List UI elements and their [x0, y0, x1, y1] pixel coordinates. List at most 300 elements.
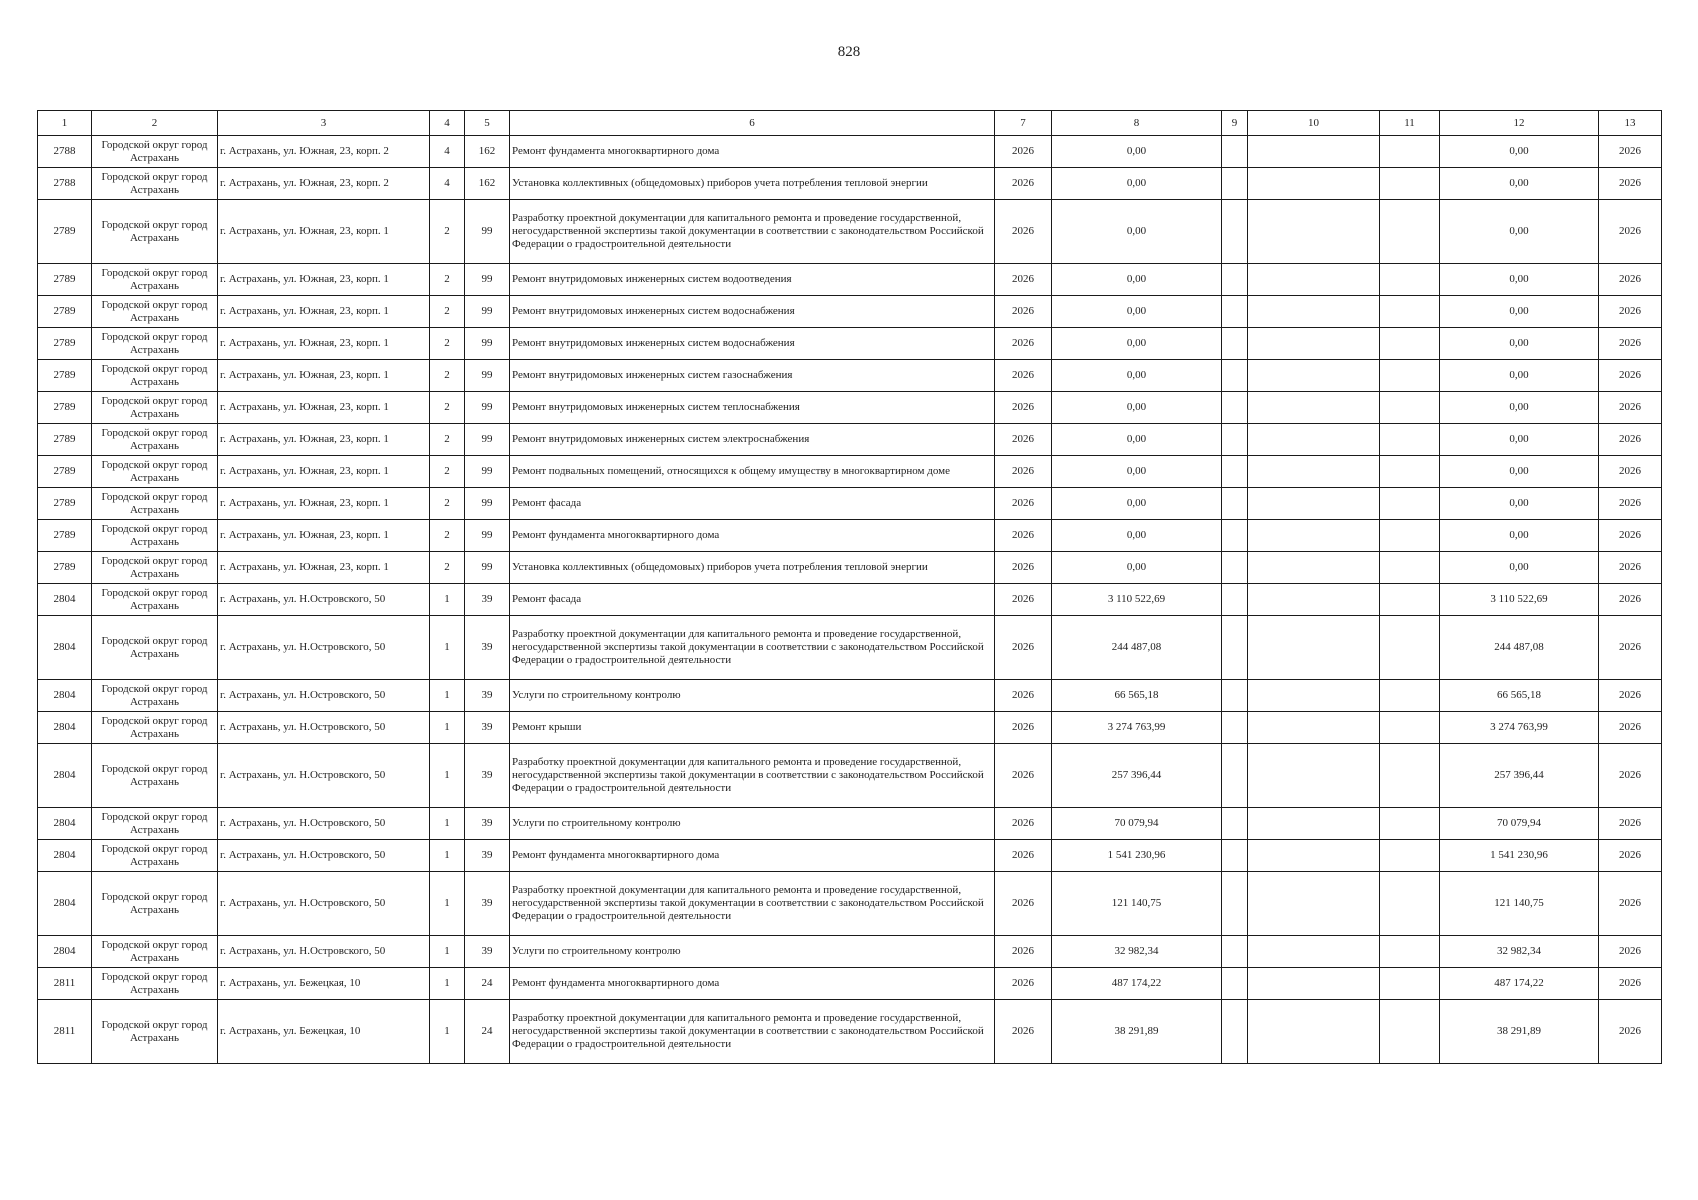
- row-number-cell: 2789: [38, 200, 92, 264]
- col9-cell: [1222, 744, 1248, 808]
- year-cell: 2026: [995, 424, 1052, 456]
- address-cell: г. Астрахань, ул. Южная, 23, корп. 1: [218, 296, 430, 328]
- col11-cell: [1380, 680, 1440, 712]
- year-cell: 2026: [995, 168, 1052, 200]
- row-number-cell: 2789: [38, 520, 92, 552]
- table-row: [38, 296, 1662, 328]
- address-cell: г. Астрахань, ул. Южная, 23, корп. 1: [218, 520, 430, 552]
- apartments-cell: 99: [465, 360, 510, 392]
- floors-cell: 2: [430, 456, 465, 488]
- floors-cell: 1: [430, 744, 465, 808]
- address-cell: г. Астрахань, ул. Южная, 23, корп. 2: [218, 136, 430, 168]
- apartments-cell: 99: [465, 200, 510, 264]
- header-col-11: 11: [1380, 111, 1440, 136]
- total-cost-cell: 32 982,34: [1052, 936, 1222, 968]
- header-row: [38, 111, 1662, 136]
- total-cost-cell: 70 079,94: [1052, 808, 1222, 840]
- address-cell: г. Астрахань, ул. Бежецкая, 10: [218, 1000, 430, 1064]
- year-cell: 2026: [995, 456, 1052, 488]
- row-number-cell: 2811: [38, 1000, 92, 1064]
- year-cell: 2026: [995, 264, 1052, 296]
- floors-cell: 2: [430, 488, 465, 520]
- total-cost-cell: 0,00: [1052, 424, 1222, 456]
- col9-cell: [1222, 712, 1248, 744]
- work-type-cell: Ремонт внутридомовых инженерных систем электроснабжения: [510, 424, 995, 456]
- apartments-cell: 162: [465, 168, 510, 200]
- total-cost-cell: 0,00: [1052, 392, 1222, 424]
- table-row: [38, 264, 1662, 296]
- apartments-cell: 24: [465, 1000, 510, 1064]
- table-row: [38, 936, 1662, 968]
- year-cell: 2026: [995, 552, 1052, 584]
- year-cell: 2026: [995, 296, 1052, 328]
- work-type-cell: Разработку проектной документации для капитального ремонта и проведение государственной, негосударственной экспертизы такой документации в соответствии с законодательством Российской Федерации о градостроительной деятельности: [510, 744, 995, 808]
- municipality-cell: Городской округ город Астрахань: [92, 808, 218, 840]
- completion-year-cell: 2026: [1599, 552, 1662, 584]
- work-type-cell: Ремонт фасада: [510, 584, 995, 616]
- address-cell: г. Астрахань, ул. Бежецкая, 10: [218, 968, 430, 1000]
- apartments-cell: 99: [465, 392, 510, 424]
- col11-cell: [1380, 1000, 1440, 1064]
- header-col-7: 7: [995, 111, 1052, 136]
- row-number-cell: 2789: [38, 488, 92, 520]
- municipality-cell: Городской округ город Астрахань: [92, 968, 218, 1000]
- table-row: [38, 456, 1662, 488]
- municipality-cell: Городской округ город Астрахань: [92, 296, 218, 328]
- apartments-cell: 99: [465, 296, 510, 328]
- row-number-cell: 2789: [38, 552, 92, 584]
- completion-year-cell: 2026: [1599, 840, 1662, 872]
- year-cell: 2026: [995, 328, 1052, 360]
- fund-cost-cell: 0,00: [1440, 424, 1599, 456]
- fund-cost-cell: 487 174,22: [1440, 968, 1599, 1000]
- table-row: [38, 680, 1662, 712]
- apartments-cell: 24: [465, 968, 510, 1000]
- year-cell: 2026: [995, 520, 1052, 552]
- row-number-cell: 2811: [38, 968, 92, 1000]
- address-cell: г. Астрахань, ул. Н.Островского, 50: [218, 712, 430, 744]
- floors-cell: 1: [430, 872, 465, 936]
- col11-cell: [1380, 968, 1440, 1000]
- completion-year-cell: 2026: [1599, 968, 1662, 1000]
- col11-cell: [1380, 168, 1440, 200]
- row-number-cell: 2789: [38, 296, 92, 328]
- total-cost-cell: 0,00: [1052, 296, 1222, 328]
- fund-cost-cell: 38 291,89: [1440, 1000, 1599, 1064]
- header-col-5: 5: [465, 111, 510, 136]
- address-cell: г. Астрахань, ул. Н.Островского, 50: [218, 808, 430, 840]
- col11-cell: [1380, 136, 1440, 168]
- table-header: [38, 111, 1662, 136]
- completion-year-cell: 2026: [1599, 328, 1662, 360]
- address-cell: г. Астрахань, ул. Н.Островского, 50: [218, 680, 430, 712]
- floors-cell: 2: [430, 200, 465, 264]
- col10-cell: [1248, 360, 1380, 392]
- completion-year-cell: 2026: [1599, 200, 1662, 264]
- work-type-cell: Ремонт фасада: [510, 488, 995, 520]
- row-number-cell: 2804: [38, 840, 92, 872]
- total-cost-cell: 257 396,44: [1052, 744, 1222, 808]
- header-col-9: 9: [1222, 111, 1248, 136]
- fund-cost-cell: 0,00: [1440, 488, 1599, 520]
- work-type-cell: Услуги по строительному контролю: [510, 680, 995, 712]
- header-col-4: 4: [430, 111, 465, 136]
- completion-year-cell: 2026: [1599, 616, 1662, 680]
- fund-cost-cell: 0,00: [1440, 168, 1599, 200]
- fund-cost-cell: 257 396,44: [1440, 744, 1599, 808]
- col10-cell: [1248, 520, 1380, 552]
- municipality-cell: Городской округ город Астрахань: [92, 456, 218, 488]
- total-cost-cell: 0,00: [1052, 360, 1222, 392]
- col9-cell: [1222, 328, 1248, 360]
- work-type-cell: Ремонт фундамента многоквартирного дома: [510, 840, 995, 872]
- col10-cell: [1248, 200, 1380, 264]
- total-cost-cell: 0,00: [1052, 488, 1222, 520]
- apartments-cell: 99: [465, 264, 510, 296]
- floors-cell: 2: [430, 328, 465, 360]
- work-type-cell: Ремонт внутридомовых инженерных систем теплоснабжения: [510, 392, 995, 424]
- col10-cell: [1248, 712, 1380, 744]
- col9-cell: [1222, 968, 1248, 1000]
- total-cost-cell: 38 291,89: [1052, 1000, 1222, 1064]
- work-type-cell: Ремонт подвальных помещений, относящихся к общему имуществу в многоквартирном доме: [510, 456, 995, 488]
- col9-cell: [1222, 552, 1248, 584]
- apartments-cell: 39: [465, 584, 510, 616]
- total-cost-cell: 0,00: [1052, 264, 1222, 296]
- fund-cost-cell: 244 487,08: [1440, 616, 1599, 680]
- col9-cell: [1222, 136, 1248, 168]
- table-body: [38, 136, 1662, 1064]
- col10-cell: [1248, 552, 1380, 584]
- header-col-10: 10: [1248, 111, 1380, 136]
- municipality-cell: Городской округ город Астрахань: [92, 744, 218, 808]
- row-number-cell: 2789: [38, 392, 92, 424]
- col11-cell: [1380, 328, 1440, 360]
- row-number-cell: 2789: [38, 360, 92, 392]
- fund-cost-cell: 0,00: [1440, 200, 1599, 264]
- floors-cell: 2: [430, 296, 465, 328]
- total-cost-cell: 0,00: [1052, 552, 1222, 584]
- total-cost-cell: 0,00: [1052, 520, 1222, 552]
- address-cell: г. Астрахань, ул. Н.Островского, 50: [218, 616, 430, 680]
- table-row: [38, 200, 1662, 264]
- completion-year-cell: 2026: [1599, 456, 1662, 488]
- completion-year-cell: 2026: [1599, 744, 1662, 808]
- floors-cell: 2: [430, 520, 465, 552]
- municipality-cell: Городской округ город Астрахань: [92, 584, 218, 616]
- fund-cost-cell: 0,00: [1440, 520, 1599, 552]
- work-type-cell: Услуги по строительному контролю: [510, 936, 995, 968]
- col9-cell: [1222, 264, 1248, 296]
- address-cell: г. Астрахань, ул. Южная, 23, корп. 1: [218, 456, 430, 488]
- row-number-cell: 2789: [38, 264, 92, 296]
- work-type-cell: Ремонт фундамента многоквартирного дома: [510, 968, 995, 1000]
- col11-cell: [1380, 584, 1440, 616]
- col10-cell: [1248, 168, 1380, 200]
- col9-cell: [1222, 840, 1248, 872]
- row-number-cell: 2804: [38, 872, 92, 936]
- col11-cell: [1380, 712, 1440, 744]
- work-type-cell: Разработку проектной документации для капитального ремонта и проведение государственной, негосударственной экспертизы такой документации в соответствии с законодательством Российской Федерации о градостроительной деятельности: [510, 872, 995, 936]
- address-cell: г. Астрахань, ул. Южная, 23, корп. 1: [218, 424, 430, 456]
- col11-cell: [1380, 424, 1440, 456]
- row-number-cell: 2804: [38, 616, 92, 680]
- fund-cost-cell: 66 565,18: [1440, 680, 1599, 712]
- floors-cell: 1: [430, 712, 465, 744]
- col9-cell: [1222, 808, 1248, 840]
- work-type-cell: Установка коллективных (общедомовых) приборов учета потребления тепловой энергии: [510, 552, 995, 584]
- fund-cost-cell: 0,00: [1440, 456, 1599, 488]
- col9-cell: [1222, 168, 1248, 200]
- apartments-cell: 99: [465, 424, 510, 456]
- col10-cell: [1248, 488, 1380, 520]
- col10-cell: [1248, 392, 1380, 424]
- apartments-cell: 99: [465, 520, 510, 552]
- col11-cell: [1380, 296, 1440, 328]
- header-col-13: 13: [1599, 111, 1662, 136]
- col10-cell: [1248, 968, 1380, 1000]
- completion-year-cell: 2026: [1599, 136, 1662, 168]
- municipality-cell: Городской округ город Астрахань: [92, 1000, 218, 1064]
- completion-year-cell: 2026: [1599, 520, 1662, 552]
- municipality-cell: Городской округ город Астрахань: [92, 616, 218, 680]
- year-cell: 2026: [995, 744, 1052, 808]
- work-type-cell: Ремонт фундамента многоквартирного дома: [510, 136, 995, 168]
- address-cell: г. Астрахань, ул. Южная, 23, корп. 1: [218, 488, 430, 520]
- year-cell: 2026: [995, 936, 1052, 968]
- col11-cell: [1380, 200, 1440, 264]
- apartments-cell: 39: [465, 744, 510, 808]
- col10-cell: [1248, 616, 1380, 680]
- work-type-cell: Разработку проектной документации для капитального ремонта и проведение государственной, негосударственной экспертизы такой документации в соответствии с законодательством Российской Федерации о градостроительной деятельности: [510, 200, 995, 264]
- floors-cell: 1: [430, 584, 465, 616]
- floors-cell: 4: [430, 136, 465, 168]
- floors-cell: 2: [430, 424, 465, 456]
- col9-cell: [1222, 424, 1248, 456]
- apartments-cell: 99: [465, 488, 510, 520]
- row-number-cell: 2804: [38, 936, 92, 968]
- work-type-cell: Ремонт фундамента многоквартирного дома: [510, 520, 995, 552]
- work-type-cell: Ремонт внутридомовых инженерных систем водоснабжения: [510, 328, 995, 360]
- municipality-cell: Городской округ город Астрахань: [92, 392, 218, 424]
- address-cell: г. Астрахань, ул. Н.Островского, 50: [218, 840, 430, 872]
- fund-cost-cell: 0,00: [1440, 360, 1599, 392]
- header-col-12: 12: [1440, 111, 1599, 136]
- address-cell: г. Астрахань, ул. Южная, 23, корп. 1: [218, 392, 430, 424]
- floors-cell: 1: [430, 840, 465, 872]
- year-cell: 2026: [995, 616, 1052, 680]
- floors-cell: 1: [430, 968, 465, 1000]
- header-col-2: 2: [92, 111, 218, 136]
- col10-cell: [1248, 808, 1380, 840]
- fund-cost-cell: 32 982,34: [1440, 936, 1599, 968]
- table-row: [38, 744, 1662, 808]
- year-cell: 2026: [995, 360, 1052, 392]
- floors-cell: 1: [430, 1000, 465, 1064]
- col11-cell: [1380, 488, 1440, 520]
- col10-cell: [1248, 136, 1380, 168]
- table-row: [38, 360, 1662, 392]
- address-cell: г. Астрахань, ул. Н.Островского, 50: [218, 936, 430, 968]
- col10-cell: [1248, 296, 1380, 328]
- col9-cell: [1222, 616, 1248, 680]
- fund-cost-cell: 0,00: [1440, 296, 1599, 328]
- municipality-cell: Городской округ город Астрахань: [92, 136, 218, 168]
- year-cell: 2026: [995, 392, 1052, 424]
- row-number-cell: 2804: [38, 744, 92, 808]
- municipality-cell: Городской округ город Астрахань: [92, 264, 218, 296]
- completion-year-cell: 2026: [1599, 936, 1662, 968]
- col11-cell: [1380, 840, 1440, 872]
- completion-year-cell: 2026: [1599, 488, 1662, 520]
- fund-cost-cell: 0,00: [1440, 392, 1599, 424]
- fund-cost-cell: 3 274 763,99: [1440, 712, 1599, 744]
- municipality-cell: Городской округ город Астрахань: [92, 168, 218, 200]
- col9-cell: [1222, 936, 1248, 968]
- row-number-cell: 2788: [38, 136, 92, 168]
- total-cost-cell: 0,00: [1052, 328, 1222, 360]
- table-row: [38, 840, 1662, 872]
- col10-cell: [1248, 264, 1380, 296]
- completion-year-cell: 2026: [1599, 168, 1662, 200]
- total-cost-cell: 0,00: [1052, 456, 1222, 488]
- address-cell: г. Астрахань, ул. Южная, 23, корп. 1: [218, 200, 430, 264]
- year-cell: 2026: [995, 680, 1052, 712]
- table-row: [38, 872, 1662, 936]
- fund-cost-cell: 3 110 522,69: [1440, 584, 1599, 616]
- col11-cell: [1380, 872, 1440, 936]
- row-number-cell: 2788: [38, 168, 92, 200]
- completion-year-cell: 2026: [1599, 264, 1662, 296]
- col11-cell: [1380, 392, 1440, 424]
- col10-cell: [1248, 584, 1380, 616]
- col11-cell: [1380, 520, 1440, 552]
- col10-cell: [1248, 744, 1380, 808]
- floors-cell: 4: [430, 168, 465, 200]
- completion-year-cell: 2026: [1599, 680, 1662, 712]
- total-cost-cell: 0,00: [1052, 136, 1222, 168]
- municipality-cell: Городской округ город Астрахань: [92, 488, 218, 520]
- col10-cell: [1248, 872, 1380, 936]
- address-cell: г. Астрахань, ул. Южная, 23, корп. 2: [218, 168, 430, 200]
- floors-cell: 2: [430, 392, 465, 424]
- fund-cost-cell: 70 079,94: [1440, 808, 1599, 840]
- col10-cell: [1248, 424, 1380, 456]
- table-row: [38, 968, 1662, 1000]
- completion-year-cell: 2026: [1599, 1000, 1662, 1064]
- address-cell: г. Астрахань, ул. Н.Островского, 50: [218, 872, 430, 936]
- address-cell: г. Астрахань, ул. Южная, 23, корп. 1: [218, 328, 430, 360]
- work-type-cell: Установка коллективных (общедомовых) приборов учета потребления тепловой энергии: [510, 168, 995, 200]
- apartments-cell: 99: [465, 552, 510, 584]
- floors-cell: 2: [430, 552, 465, 584]
- floors-cell: 1: [430, 616, 465, 680]
- address-cell: г. Астрахань, ул. Южная, 23, корп. 1: [218, 360, 430, 392]
- header-col-8: 8: [1052, 111, 1222, 136]
- col9-cell: [1222, 200, 1248, 264]
- table-row: [38, 808, 1662, 840]
- completion-year-cell: 2026: [1599, 808, 1662, 840]
- col11-cell: [1380, 744, 1440, 808]
- work-type-cell: Ремонт внутридомовых инженерных систем газоснабжения: [510, 360, 995, 392]
- fund-cost-cell: 121 140,75: [1440, 872, 1599, 936]
- total-cost-cell: 121 140,75: [1052, 872, 1222, 936]
- col9-cell: [1222, 488, 1248, 520]
- apartments-cell: 39: [465, 808, 510, 840]
- municipality-cell: Городской округ город Астрахань: [92, 712, 218, 744]
- year-cell: 2026: [995, 712, 1052, 744]
- table-row: [38, 1000, 1662, 1064]
- municipality-cell: Городской округ город Астрахань: [92, 360, 218, 392]
- table-row: [38, 424, 1662, 456]
- municipality-cell: Городской округ город Астрахань: [92, 840, 218, 872]
- fund-cost-cell: 0,00: [1440, 328, 1599, 360]
- floors-cell: 1: [430, 680, 465, 712]
- col10-cell: [1248, 680, 1380, 712]
- work-type-cell: Услуги по строительному контролю: [510, 808, 995, 840]
- municipality-cell: Городской округ город Астрахань: [92, 552, 218, 584]
- completion-year-cell: 2026: [1599, 584, 1662, 616]
- col11-cell: [1380, 936, 1440, 968]
- table-row: [38, 168, 1662, 200]
- table-row: [38, 616, 1662, 680]
- year-cell: 2026: [995, 584, 1052, 616]
- table-row: [38, 520, 1662, 552]
- municipality-cell: Городской округ город Астрахань: [92, 680, 218, 712]
- table-row: [38, 392, 1662, 424]
- floors-cell: 1: [430, 808, 465, 840]
- col9-cell: [1222, 680, 1248, 712]
- apartments-cell: 39: [465, 616, 510, 680]
- year-cell: 2026: [995, 200, 1052, 264]
- floors-cell: 1: [430, 936, 465, 968]
- col9-cell: [1222, 456, 1248, 488]
- apartments-cell: 162: [465, 136, 510, 168]
- work-type-cell: Ремонт крыши: [510, 712, 995, 744]
- table-row: [38, 552, 1662, 584]
- row-number-cell: 2789: [38, 456, 92, 488]
- municipality-cell: Городской округ город Астрахань: [92, 200, 218, 264]
- municipality-cell: Городской округ город Астрахань: [92, 328, 218, 360]
- col10-cell: [1248, 456, 1380, 488]
- municipality-cell: Городской округ город Астрахань: [92, 424, 218, 456]
- apartments-cell: 39: [465, 840, 510, 872]
- apartments-cell: 39: [465, 936, 510, 968]
- total-cost-cell: 487 174,22: [1052, 968, 1222, 1000]
- municipality-cell: Городской округ город Астрахань: [92, 520, 218, 552]
- apartments-cell: 99: [465, 456, 510, 488]
- col10-cell: [1248, 936, 1380, 968]
- total-cost-cell: 3 110 522,69: [1052, 584, 1222, 616]
- municipality-cell: Городской округ город Астрахань: [92, 936, 218, 968]
- work-type-cell: Ремонт внутридомовых инженерных систем водоснабжения: [510, 296, 995, 328]
- page-number: 828: [837, 44, 861, 60]
- completion-year-cell: 2026: [1599, 360, 1662, 392]
- col11-cell: [1380, 808, 1440, 840]
- col9-cell: [1222, 872, 1248, 936]
- work-type-cell: Ремонт внутридомовых инженерных систем водоотведения: [510, 264, 995, 296]
- col9-cell: [1222, 520, 1248, 552]
- col10-cell: [1248, 840, 1380, 872]
- row-number-cell: 2804: [38, 712, 92, 744]
- col10-cell: [1248, 328, 1380, 360]
- address-cell: г. Астрахань, ул. Н.Островского, 50: [218, 744, 430, 808]
- col11-cell: [1380, 616, 1440, 680]
- header-col-6: 6: [510, 111, 995, 136]
- year-cell: 2026: [995, 872, 1052, 936]
- row-number-cell: 2789: [38, 328, 92, 360]
- row-number-cell: 2804: [38, 808, 92, 840]
